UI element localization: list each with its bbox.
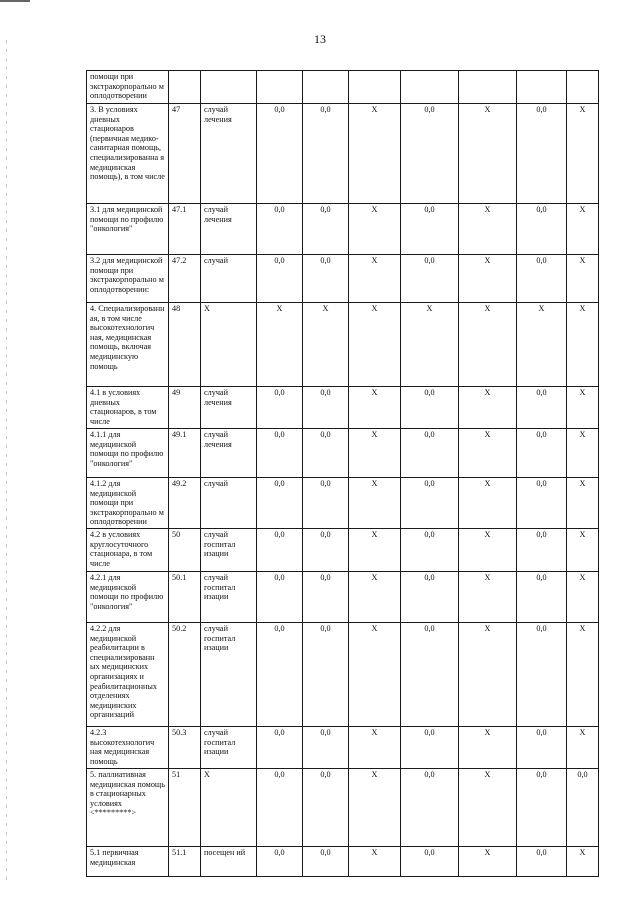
value-cell: 0,0 — [401, 387, 459, 429]
value-cell: X — [567, 429, 599, 478]
value-cell: 0,0 — [401, 768, 459, 846]
row-name-cell: 3.2 для медицинской помощи при экстракорпорально м оплодотворении: — [87, 255, 169, 303]
value-cell: 0,0 — [303, 104, 349, 204]
row-name-cell: 4.2.1 для медицинской помощи по профилю "онкология" — [87, 571, 169, 622]
value-cell: X — [567, 303, 599, 387]
value-cell: 0,0 — [257, 622, 303, 726]
value-cell: X — [349, 255, 401, 303]
value-cell: X — [459, 726, 517, 768]
row-code-cell: 50.3 — [169, 726, 201, 768]
value-cell: 0,0 — [257, 104, 303, 204]
value-cell: 0,0 — [303, 387, 349, 429]
value-cell: 0,0 — [517, 528, 567, 571]
row-unit-cell: случай лечения — [201, 204, 257, 255]
value-cell: 0,0 — [257, 846, 303, 876]
row-code-cell: 49 — [169, 387, 201, 429]
value-cell: 0,0 — [517, 571, 567, 622]
value-cell: X — [567, 204, 599, 255]
value-cell: 0,0 — [257, 528, 303, 571]
row-code-cell: 51 — [169, 768, 201, 846]
table-row — [87, 622, 599, 726]
value-cell: X — [349, 104, 401, 204]
row-code-cell: 50.2 — [169, 622, 201, 726]
table-row — [87, 303, 599, 387]
scan-edge-artifact — [6, 40, 7, 880]
value-cell: X — [349, 303, 401, 387]
table-row — [87, 71, 599, 104]
value-cell: 0,0 — [257, 255, 303, 303]
value-cell: X — [459, 571, 517, 622]
value-cell: 0,0 — [257, 204, 303, 255]
scan-artifact — [0, 0, 30, 2]
value-cell: 0,0 — [401, 846, 459, 876]
value-cell: X — [349, 478, 401, 529]
value-cell: 0,0 — [257, 478, 303, 529]
table-row — [87, 726, 599, 768]
data-table — [86, 70, 599, 877]
value-cell: 0,0 — [401, 255, 459, 303]
value-cell: 0,0 — [257, 768, 303, 846]
value-cell: 0,0 — [303, 571, 349, 622]
page-number: 13 — [314, 32, 326, 46]
row-name-cell: 3. В условиях дневных стационаров (первичная медико-санитарная помощь, специализированна я медицинская помощь), в том числе — [87, 104, 169, 204]
value-cell: X — [567, 387, 599, 429]
row-name-cell: 4.1 в условиях дневных стационаров, в том числе — [87, 387, 169, 429]
value-cell: 0,0 — [303, 846, 349, 876]
row-name-cell: 4. Специализированн ая, в том числе высокотехнологич ная, медицинская помощь, включая медицинскую помощь — [87, 303, 169, 387]
row-name-cell: помощи при экстракорпорально м оплодотворении — [87, 71, 169, 104]
value-cell: 0,0 — [303, 478, 349, 529]
value-cell — [401, 71, 459, 104]
value-cell: X — [459, 255, 517, 303]
value-cell: X — [349, 622, 401, 726]
row-code-cell: 51.1 — [169, 846, 201, 876]
value-cell: 0,0 — [257, 726, 303, 768]
value-cell: 0,0 — [517, 104, 567, 204]
value-cell: X — [349, 429, 401, 478]
value-cell — [459, 71, 517, 104]
value-cell — [349, 71, 401, 104]
value-cell: 0,0 — [517, 387, 567, 429]
value-cell: X — [567, 104, 599, 204]
table-row — [87, 429, 599, 478]
value-cell — [567, 71, 599, 104]
value-cell: X — [567, 846, 599, 876]
value-cell: 0,0 — [401, 726, 459, 768]
value-cell: 0,0 — [303, 726, 349, 768]
value-cell: 0,0 — [257, 387, 303, 429]
row-code-cell: 47.1 — [169, 204, 201, 255]
value-cell: X — [257, 303, 303, 387]
value-cell: X — [349, 387, 401, 429]
value-cell: X — [567, 255, 599, 303]
row-unit-cell: случай лечения — [201, 429, 257, 478]
row-name-cell: 5. паллиативная медицинская помощь в стационарных условиях <*********> — [87, 768, 169, 846]
row-code-cell: 47.2 — [169, 255, 201, 303]
value-cell: 0,0 — [257, 429, 303, 478]
row-unit-cell: случай госпитал изации — [201, 726, 257, 768]
value-cell — [257, 71, 303, 104]
value-cell — [517, 71, 567, 104]
row-name-cell: 5.1 первичная медицинская — [87, 846, 169, 876]
value-cell: 0,0 — [303, 768, 349, 846]
value-cell: 0,0 — [517, 204, 567, 255]
value-cell: 0,0 — [401, 622, 459, 726]
table-row — [87, 571, 599, 622]
value-cell: 0,0 — [567, 768, 599, 846]
value-cell: X — [567, 528, 599, 571]
row-name-cell: 4.1.2 для медицинской помощи при экстракорпорально м оплодотворении — [87, 478, 169, 529]
value-cell: X — [567, 622, 599, 726]
row-unit-cell: случай госпитал изации — [201, 528, 257, 571]
value-cell: X — [459, 204, 517, 255]
value-cell: X — [349, 571, 401, 622]
value-cell: X — [349, 726, 401, 768]
value-cell: 0,0 — [517, 429, 567, 478]
value-cell: 0,0 — [303, 528, 349, 571]
value-cell: 0,0 — [401, 528, 459, 571]
value-cell: 0,0 — [401, 104, 459, 204]
value-cell: X — [349, 204, 401, 255]
table-row — [87, 768, 599, 846]
row-unit-cell: X — [201, 303, 257, 387]
row-unit-cell — [201, 71, 257, 104]
row-name-cell: 4.2.3 высокотехнологич ная медицинская помощь — [87, 726, 169, 768]
row-name-cell: 4.2.2 для медицинской реабилитации в специализированн ых медицинских организациях и реабилитационных отделениях медицинских организаций — [87, 622, 169, 726]
value-cell: X — [459, 303, 517, 387]
value-cell: 0,0 — [401, 478, 459, 529]
value-cell: X — [459, 622, 517, 726]
value-cell: X — [349, 528, 401, 571]
value-cell: 0,0 — [401, 204, 459, 255]
value-cell: X — [459, 846, 517, 876]
value-cell: X — [349, 846, 401, 876]
value-cell: X — [459, 387, 517, 429]
row-code-cell: 50.1 — [169, 571, 201, 622]
value-cell: X — [567, 726, 599, 768]
value-cell: X — [459, 768, 517, 846]
value-cell: X — [517, 303, 567, 387]
row-name-cell: 4.1.1 для медицинской помощи по профилю "онкология" — [87, 429, 169, 478]
value-cell: 0,0 — [517, 846, 567, 876]
value-cell: 0,0 — [257, 571, 303, 622]
value-cell: X — [303, 303, 349, 387]
value-cell — [303, 71, 349, 104]
value-cell: 0,0 — [517, 726, 567, 768]
value-cell: 0,0 — [517, 622, 567, 726]
row-unit-cell: случай госпитал изации — [201, 622, 257, 726]
row-code-cell: 48 — [169, 303, 201, 387]
row-code-cell — [169, 71, 201, 104]
row-unit-cell: случай лечения — [201, 387, 257, 429]
row-unit-cell: случай — [201, 478, 257, 529]
value-cell: X — [401, 303, 459, 387]
row-name-cell: 4.2 в условиях круглосуточного стационара, в том числе — [87, 528, 169, 571]
value-cell: 0,0 — [303, 429, 349, 478]
value-cell: X — [459, 478, 517, 529]
table-row — [87, 846, 599, 876]
value-cell: 0,0 — [517, 255, 567, 303]
row-unit-cell: случай лечения — [201, 104, 257, 204]
value-cell: X — [567, 571, 599, 622]
table-row — [87, 104, 599, 204]
value-cell: 0,0 — [303, 622, 349, 726]
table-row — [87, 204, 599, 255]
row-unit-cell: случай госпитал изации — [201, 571, 257, 622]
row-code-cell: 49.1 — [169, 429, 201, 478]
table-row — [87, 387, 599, 429]
table-row — [87, 528, 599, 571]
value-cell: X — [567, 478, 599, 529]
value-cell: 0,0 — [401, 429, 459, 478]
row-code-cell: 50 — [169, 528, 201, 571]
value-cell: X — [459, 104, 517, 204]
value-cell: 0,0 — [303, 204, 349, 255]
value-cell: X — [459, 429, 517, 478]
table-row — [87, 255, 599, 303]
value-cell: X — [349, 768, 401, 846]
row-code-cell: 47 — [169, 104, 201, 204]
row-unit-cell: случай — [201, 255, 257, 303]
row-name-cell: 3.1 для медицинской помощи по профилю "онкология" — [87, 204, 169, 255]
value-cell: 0,0 — [401, 571, 459, 622]
value-cell: 0,0 — [303, 255, 349, 303]
row-code-cell: 49.2 — [169, 478, 201, 529]
value-cell: 0,0 — [517, 768, 567, 846]
row-unit-cell: X — [201, 768, 257, 846]
row-unit-cell: посещен ий — [201, 846, 257, 876]
value-cell: X — [459, 528, 517, 571]
table-row — [87, 478, 599, 529]
value-cell: 0,0 — [517, 478, 567, 529]
